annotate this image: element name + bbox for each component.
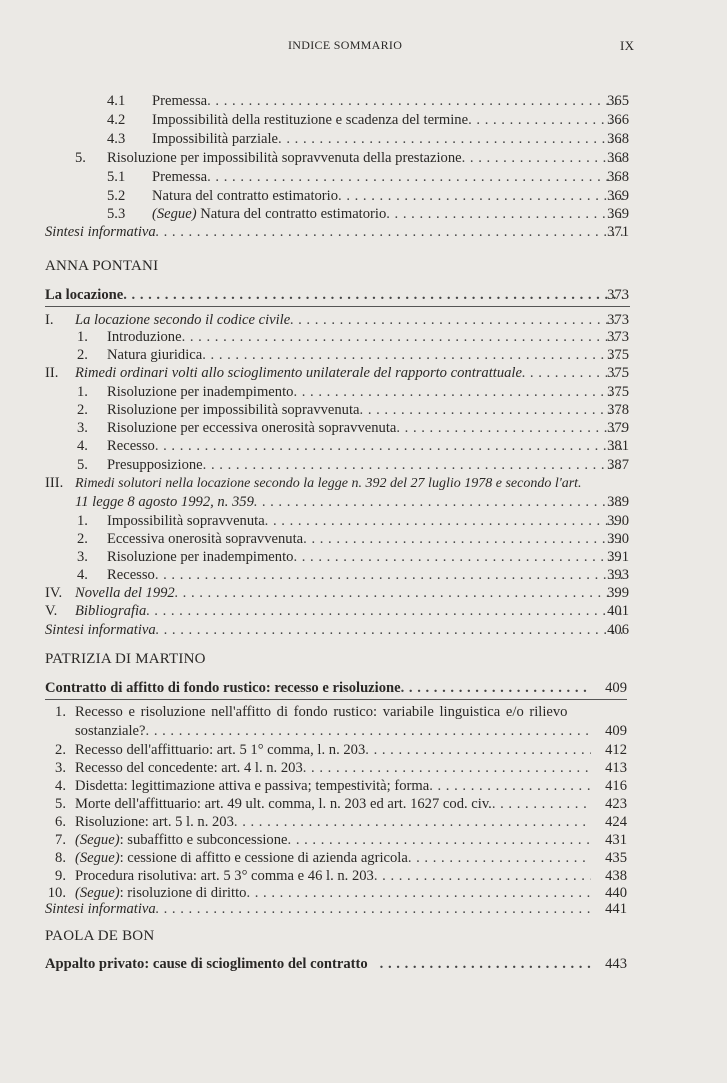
entry-page: 368 (607, 169, 629, 185)
dot-leader (288, 831, 591, 850)
toc-entry[interactable] (0, 364, 727, 383)
entry-number: I. (45, 312, 54, 328)
toc-entry[interactable] (0, 602, 727, 621)
chapter-title: Contratto di affitto di fondo rustico: recesso e risoluzione (45, 680, 401, 696)
entry-title: Impossibilità sopravvenuta (107, 513, 265, 529)
entry-page: 438 (605, 868, 627, 884)
dot-leader (175, 584, 623, 603)
entry-page: 399 (607, 585, 629, 601)
dot-leader (303, 530, 623, 549)
toc-entry[interactable] (0, 813, 727, 832)
entry-number: 10. (47, 885, 66, 901)
chapter-title-entry[interactable] (0, 679, 727, 698)
dot-leader (203, 456, 623, 475)
divider (45, 306, 630, 307)
entry-page: 373 (607, 312, 629, 328)
entry-title: Impossibilità della restituzione e scadenza del termine (152, 112, 469, 128)
entry-page: 440 (605, 885, 627, 901)
page-number: IX (620, 38, 635, 53)
entry-title: Rimedi ordinari volti allo scioglimento unilaterale del rapporto contrattuale (75, 365, 522, 381)
entry-page: 416 (605, 778, 627, 794)
dot-leader (146, 602, 623, 621)
entry-number: 8. (55, 850, 66, 866)
entry-number: 1. (77, 384, 88, 400)
entry-title: Introduzione (107, 329, 182, 345)
dot-leader (408, 849, 591, 868)
toc-entry-summary[interactable] (0, 900, 727, 919)
segue-label: (Segue) (75, 885, 120, 901)
entry-number: 2. (55, 742, 66, 758)
toc-entry-summary[interactable] (0, 621, 727, 640)
entry-number: 3. (77, 549, 88, 565)
toc-entry[interactable] (0, 205, 727, 224)
entry-number: 4. (77, 438, 88, 454)
entry-page: 378 (607, 402, 629, 418)
toc-entry[interactable] (0, 168, 727, 187)
entry-title: Sintesi informativa (45, 622, 156, 638)
entry-title: Premessa (152, 169, 208, 185)
dot-leader (278, 130, 623, 149)
dot-leader (207, 168, 623, 187)
dot-leader (380, 955, 591, 974)
toc-entry[interactable] (0, 346, 727, 365)
entry-number: 4. (55, 778, 66, 794)
entry-page: 369 (607, 206, 629, 222)
entry-title: Natura del contratto estimatorio (152, 188, 339, 204)
toc-entry[interactable] (0, 383, 727, 402)
dot-leader (155, 437, 623, 456)
entry-page: 409 (605, 680, 627, 696)
entry-page: 413 (605, 760, 627, 776)
dot-leader (338, 187, 623, 206)
toc-entry[interactable] (0, 92, 727, 111)
dot-leader (401, 679, 591, 698)
entry-title: Risoluzione per inadempimento (107, 384, 294, 400)
entry-number: III. (45, 475, 64, 491)
entry-title: Sintesi informativa (45, 224, 156, 240)
dot-leader (303, 759, 591, 778)
entry-page: 375 (607, 347, 629, 363)
entry-title: Recesso dell'affittuario: art. 5 1° comma, l. n. 203 (75, 742, 366, 758)
entry-number: 3. (77, 420, 88, 436)
entry-title: Premessa (152, 93, 208, 109)
toc-entry[interactable] (0, 401, 727, 420)
entry-page: 389 (607, 494, 629, 510)
dot-leader (123, 286, 623, 305)
entry-title: : subaffitto e subconcessione (119, 832, 288, 848)
toc-entry-summary[interactable] (0, 223, 727, 242)
entry-page: 393 (607, 567, 629, 583)
dot-leader (156, 900, 591, 919)
entry-page: 365 (607, 93, 629, 109)
entry-number: 1. (77, 329, 88, 345)
entry-page: 368 (607, 150, 629, 166)
entry-number: 9. (55, 868, 66, 884)
entry-page: 387 (607, 457, 629, 473)
entry-page: 390 (607, 531, 629, 547)
entry-title: Risoluzione per impossibilità sopravvenuta della prestazione (107, 150, 462, 166)
entry-page: 379 (607, 420, 629, 436)
toc-entry[interactable] (0, 187, 727, 206)
toc-entry[interactable] (0, 111, 727, 130)
dot-leader (155, 566, 623, 585)
segue-label: (Segue) (75, 850, 120, 866)
entry-title: Recesso del concedente: art. 4 l. n. 203 (75, 760, 303, 776)
entry-title: Risoluzione per inadempimento (107, 549, 294, 565)
segue-label: (Segue) (75, 832, 120, 848)
entry-page: 390 (607, 513, 629, 529)
entry-page: 381 (607, 438, 629, 454)
toc-entry[interactable] (0, 149, 727, 168)
author-name: PATRIZIA DI MARTINO (45, 651, 206, 667)
entry-title: Risoluzione per impossibilità sopravvenuta (107, 402, 360, 418)
entry-number: 5. (75, 150, 86, 166)
chapter-title-entry[interactable] (0, 286, 727, 305)
entry-number: II. (45, 365, 59, 381)
entry-page: 406 (607, 622, 629, 638)
entry-number: 1. (77, 513, 88, 529)
entry-page: 431 (605, 832, 627, 848)
toc-entry[interactable] (0, 530, 727, 549)
entry-title: Risoluzione per eccessiva onerosità sopravvenuta (107, 420, 397, 436)
toc-entry[interactable] (0, 548, 727, 567)
toc-entry[interactable] (0, 849, 727, 868)
entry-title: Novella del 1992 (75, 585, 175, 601)
dot-leader (156, 223, 623, 242)
toc-entry[interactable] (0, 419, 727, 438)
entry-number: 7. (55, 832, 66, 848)
entry-number: 5.2 (107, 188, 126, 204)
entry-title: Natura giuridica (107, 347, 203, 363)
chapter-title: Appalto privato: cause di scioglimento del contratto (45, 956, 368, 972)
entry-number: 2. (77, 531, 88, 547)
dot-leader (429, 777, 591, 796)
dot-leader (234, 813, 591, 832)
entry-page: 373 (607, 329, 629, 345)
entry-title: Presupposizione (107, 457, 203, 473)
toc-entry[interactable] (0, 741, 727, 760)
entry-number: V. (45, 603, 58, 619)
entry-page: 391 (607, 549, 629, 565)
dot-leader (254, 493, 623, 512)
entry-page: 371 (607, 224, 629, 240)
entry-page: 424 (605, 814, 627, 830)
entry-number: 3. (55, 760, 66, 776)
author-name: PAOLA DE BON (45, 928, 155, 944)
dot-leader (182, 328, 623, 347)
segue-label: (Segue) (152, 206, 197, 222)
entry-page: 441 (605, 901, 627, 917)
entry-number: 2. (77, 347, 88, 363)
entry-number: 5. (77, 457, 88, 473)
entry-page: 409 (605, 723, 627, 739)
entry-title: Natura del contratto estimatorio (200, 206, 387, 222)
toc-entry[interactable] (0, 437, 727, 456)
entry-title: Morte dell'affittuario: art. 49 ult. comma, l. n. 203 ed art. 1627 cod. civ. (75, 796, 492, 812)
toc-entry[interactable] (0, 512, 727, 531)
dot-leader (207, 92, 623, 111)
entry-title: : risoluzione di diritto (119, 885, 247, 901)
toc-entry[interactable] (0, 777, 727, 796)
entry-page: 375 (607, 384, 629, 400)
entry-title: Bibliografia (75, 603, 147, 619)
entry-page: 435 (605, 850, 627, 866)
dot-leader (293, 383, 623, 402)
divider (45, 699, 627, 700)
chapter-title-entry[interactable] (0, 955, 727, 974)
entry-page: 401 (607, 603, 629, 619)
entry-title-continued: 11 legge 8 agosto 1992, n. 359 (75, 494, 254, 510)
entry-title: Rimedi solutori nella locazione secondo la legge n. 392 del 27 luglio 1978 e secondo l'art. (75, 476, 582, 491)
entry-page: 368 (607, 131, 629, 147)
dot-leader (386, 205, 623, 224)
toc-entry[interactable] (0, 456, 727, 475)
entry-page: 423 (605, 796, 627, 812)
entry-page: 443 (605, 956, 627, 972)
toc-entry[interactable] (0, 566, 727, 585)
entry-title: : cessione di affitto e cessione di azienda agricola (119, 850, 408, 866)
entry-number: 5.3 (107, 206, 126, 222)
dot-leader (146, 722, 591, 741)
entry-page: 375 (607, 365, 629, 381)
dot-leader (365, 741, 591, 760)
entry-number: 4.3 (107, 131, 126, 147)
entry-page: 369 (607, 188, 629, 204)
toc-entry[interactable] (0, 795, 727, 814)
entry-title: Eccessiva onerosità sopravvenuta (107, 531, 304, 547)
entry-number: 5. (55, 796, 66, 812)
dot-leader (293, 548, 623, 567)
entry-title: Impossibilità parziale (152, 131, 279, 147)
entry-title-continued: sostanziale? (75, 723, 146, 739)
dot-leader (492, 795, 591, 814)
entry-title: Recesso (107, 438, 155, 454)
toc-entry[interactable] (0, 328, 727, 347)
dot-leader (202, 346, 623, 365)
entry-number: 4.1 (107, 93, 126, 109)
entry-number: 5.1 (107, 169, 126, 185)
entry-title: Recesso (107, 567, 155, 583)
entry-page: 366 (607, 112, 629, 128)
chapter-title: La locazione (45, 287, 124, 303)
entry-title: Recesso e risoluzione nell'affitto di fondo rustico: variabile linguistica e/o rilievo (75, 704, 568, 720)
dot-leader (156, 621, 623, 640)
entry-number: 4.2 (107, 112, 126, 128)
entry-number: IV. (45, 585, 63, 601)
entry-title: Disdetta: legittimazione attiva e passiva; tempestività; forma (75, 778, 430, 794)
entry-number: 2. (77, 402, 88, 418)
entry-number: 1. (55, 704, 66, 720)
dot-leader (360, 401, 623, 420)
entry-title: Procedura risolutiva: art. 5 3° comma e 46 l. n. 203 (75, 868, 374, 884)
entry-number: 4. (77, 567, 88, 583)
toc-entry[interactable] (0, 584, 727, 603)
author-name: ANNA PONTANI (45, 258, 159, 274)
toc-entry[interactable] (0, 130, 727, 149)
entry-page: 412 (605, 742, 627, 758)
toc-entry[interactable] (0, 759, 727, 778)
entry-number: 6. (55, 814, 66, 830)
entry-page: 373 (607, 287, 629, 303)
entry-title: Sintesi informativa (45, 901, 156, 917)
entry-title: La locazione secondo il codice civile (75, 312, 291, 328)
dot-leader (265, 512, 623, 531)
running-title: INDICE SOMMARIO (288, 38, 403, 52)
toc-entry[interactable] (0, 831, 727, 850)
entry-title: Risoluzione: art. 5 l. n. 203 (75, 814, 234, 830)
